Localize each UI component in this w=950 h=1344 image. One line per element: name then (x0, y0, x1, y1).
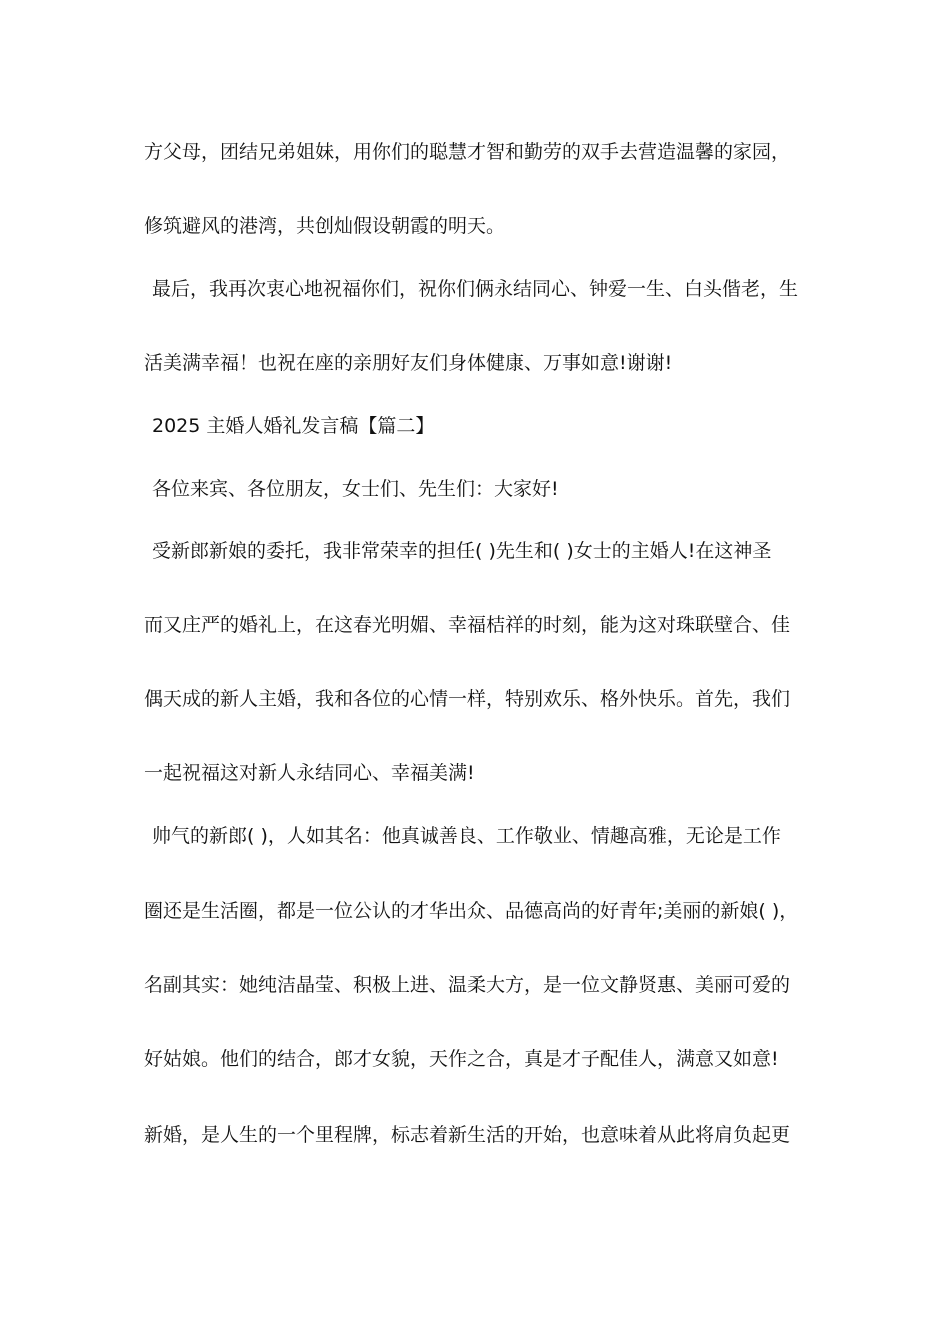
paragraph-line: 名副其实：她纯洁晶莹、积极上进、温柔大方，是一位文静贤惠、美丽可爱的 (144, 974, 791, 996)
paragraph-line: 帅气的新郎( )，人如其名：他真诚善良、工作敬业、情趣高雅，无论是工作 (152, 825, 781, 847)
paragraph-line: 一起祝福这对新人永结同心、幸福美满! (144, 762, 475, 784)
paragraph-line: 方父母，团结兄弟姐妹，用你们的聪慧才智和勤劳的双手去营造温馨的家园， (144, 141, 791, 163)
section-heading: 2025 主婚人婚礼发言稿【篇二】 (152, 415, 435, 437)
paragraph-line: 受新郎新娘的委托，我非常荣幸的担任( )先生和( )女士的主婚人!在这神圣 (152, 540, 772, 562)
paragraph-line: 最后，我再次衷心地祝福你们，祝你们俩永结同心、钟爱一生、白头偕老，生 (152, 278, 799, 300)
paragraph-line: 圈还是生活圈，都是一位公认的才华出众、品德高尚的好青年;美丽的新娘( )， (144, 900, 799, 922)
paragraph-line: 好姑娘。他们的结合，郎才女貌，天作之合，真是才子配佳人，满意又如意! (144, 1048, 779, 1070)
paragraph-line: 修筑避风的港湾，共创灿假设朝霞的明天。 (144, 215, 506, 237)
paragraph-line: 新婚，是人生的一个里程牌，标志着新生活的开始，也意味着从此将肩负起更 (144, 1124, 791, 1146)
paragraph-line: 偶天成的新人主婚，我和各位的心情一样，特别欢乐、格外快乐。首先，我们 (144, 688, 791, 710)
paragraph-line: 各位来宾、各位朋友，女士们、先生们：大家好! (152, 478, 559, 500)
paragraph-line: 活美满幸福！也祝在座的亲朋好友们身体健康、万事如意!谢谢! (144, 352, 673, 374)
paragraph-line: 而又庄严的婚礼上，在这春光明媚、幸福桔祥的时刻，能为这对珠联壁合、佳 (144, 614, 791, 636)
